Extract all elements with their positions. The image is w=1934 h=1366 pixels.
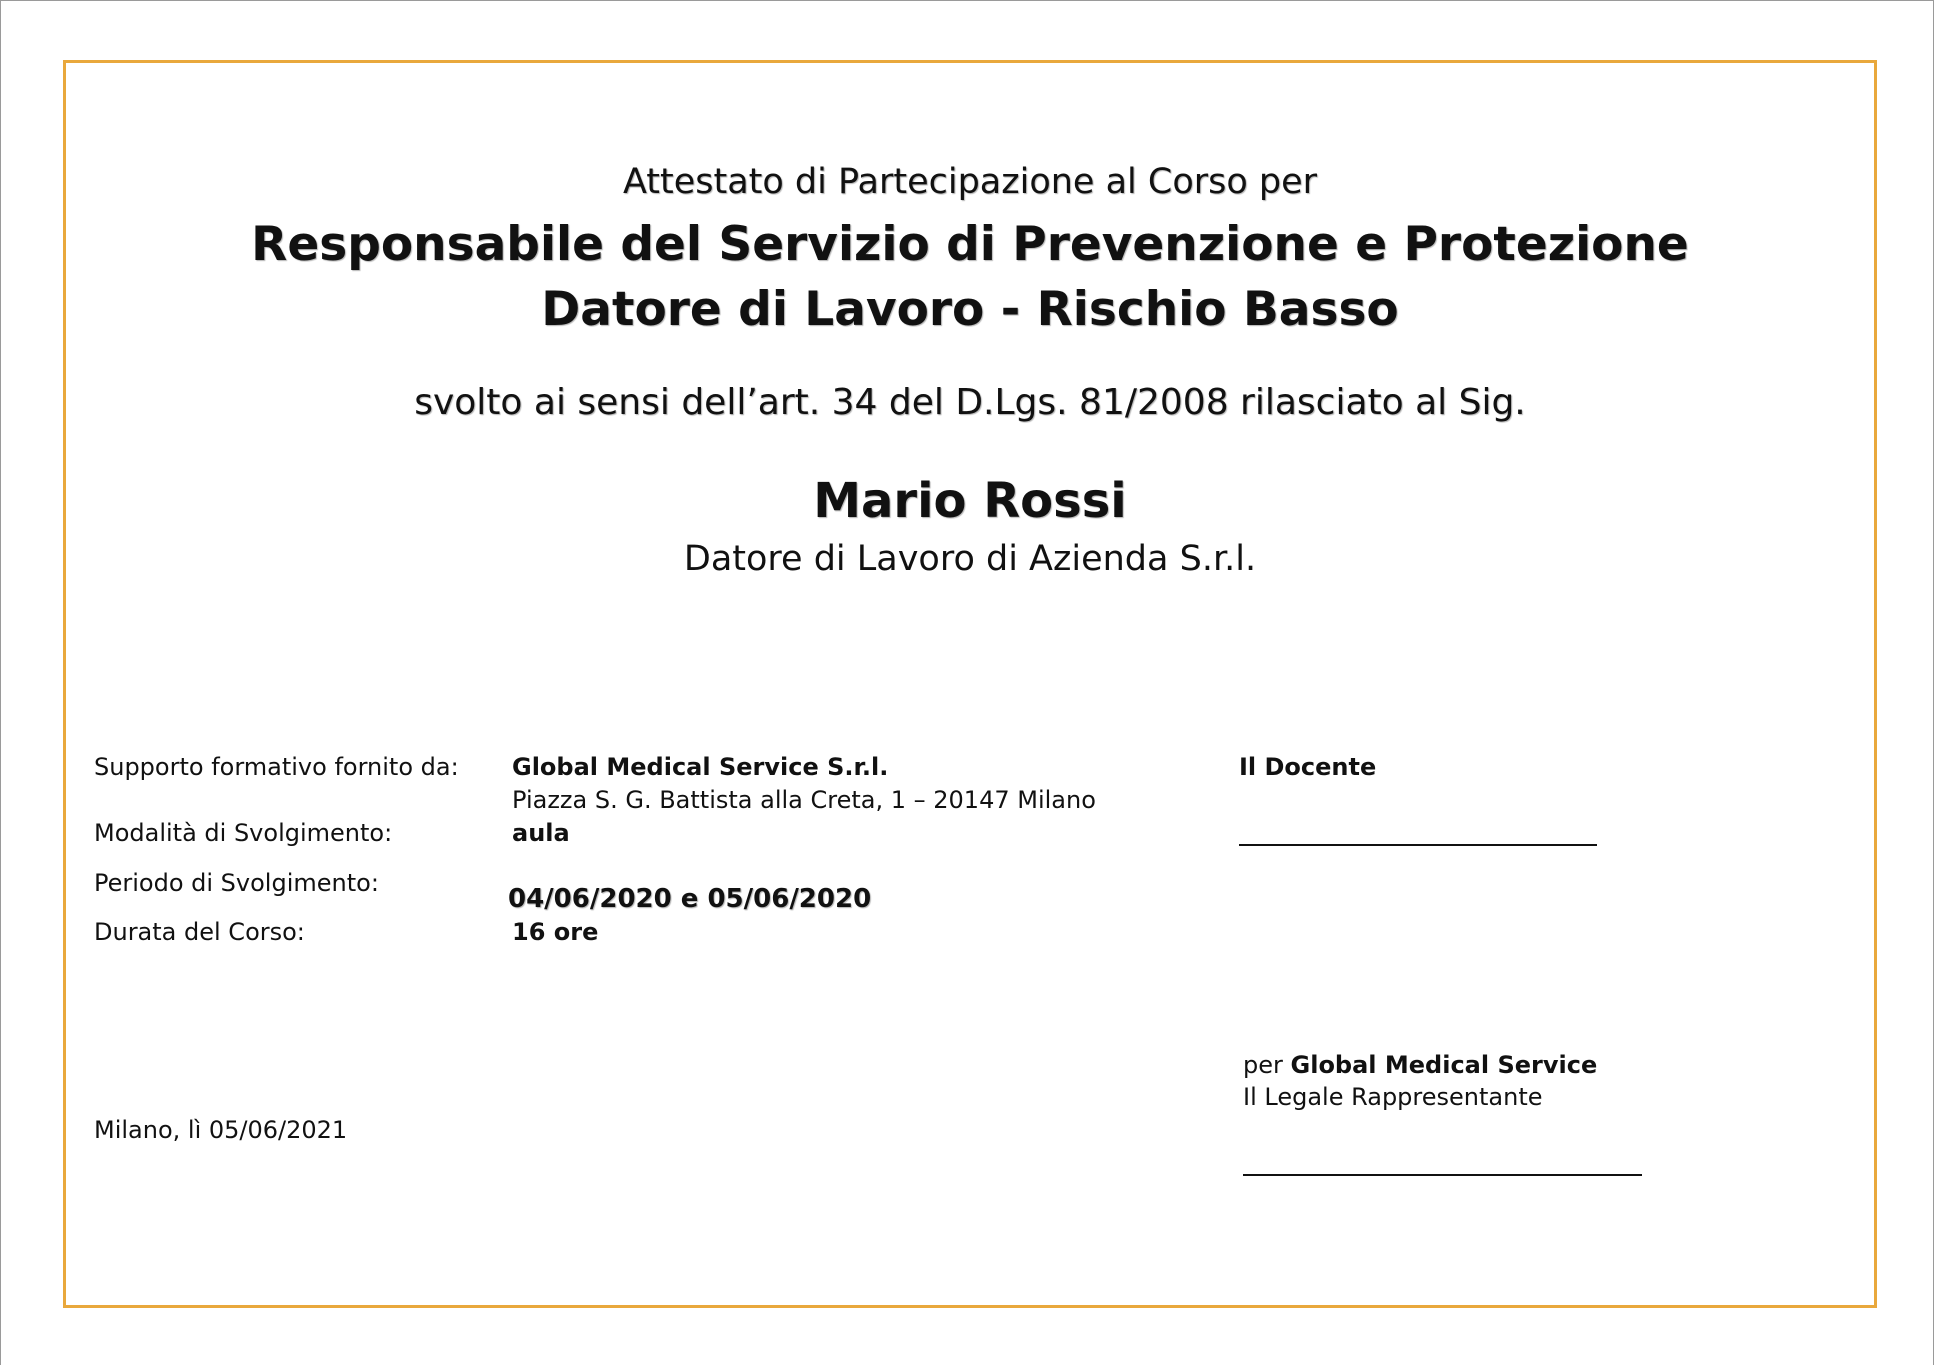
recipient-name: Mario Rossi [813, 473, 1127, 529]
law-reference: svolto ai sensi dell’art. 34 del D.Lgs. 81/2008 rilasciato al Sig. [414, 382, 1526, 423]
period-label: Periodo di Svolgimento: [94, 869, 379, 897]
support-label: Supporto formativo fornito da: [94, 753, 459, 781]
mode-label: Modalità di Svolgimento: [94, 819, 393, 847]
support-address: Piazza S. G. Battista alla Creta, 1 – 20147 Milano [512, 786, 1096, 814]
duration-value: 16 ore [512, 918, 599, 946]
duration-label: Durata del Corso: [94, 918, 305, 946]
recipient-role: Datore di Lavoro di Azienda S.r.l. [683, 539, 1257, 579]
certificate-subtitle: Attestato di Partecipazione al Corso per [622, 162, 1318, 202]
issuer-prefix: per [1243, 1051, 1283, 1079]
legal-rep-label: Il Legale Rappresentante [1243, 1083, 1543, 1111]
issuer-line [1243, 1051, 1597, 1079]
legal-rep-signature-line [1243, 1174, 1642, 1176]
course-title-line1: Responsabile del Servizio di Prevenzione e Protezione [251, 217, 1689, 272]
period-value: 04/06/2020 e 05/06/2020 [508, 884, 872, 914]
issuer-company: Global Medical Service [1290, 1051, 1598, 1079]
teacher-signature-line [1239, 844, 1597, 846]
support-company: Global Medical Service S.r.l. [512, 753, 889, 781]
place-date: Milano, lì 05/06/2021 [94, 1116, 348, 1144]
mode-value: aula [512, 819, 570, 847]
course-title-line2: Datore di Lavoro - Rischio Basso [541, 282, 1399, 337]
teacher-label: Il Docente [1239, 753, 1377, 781]
